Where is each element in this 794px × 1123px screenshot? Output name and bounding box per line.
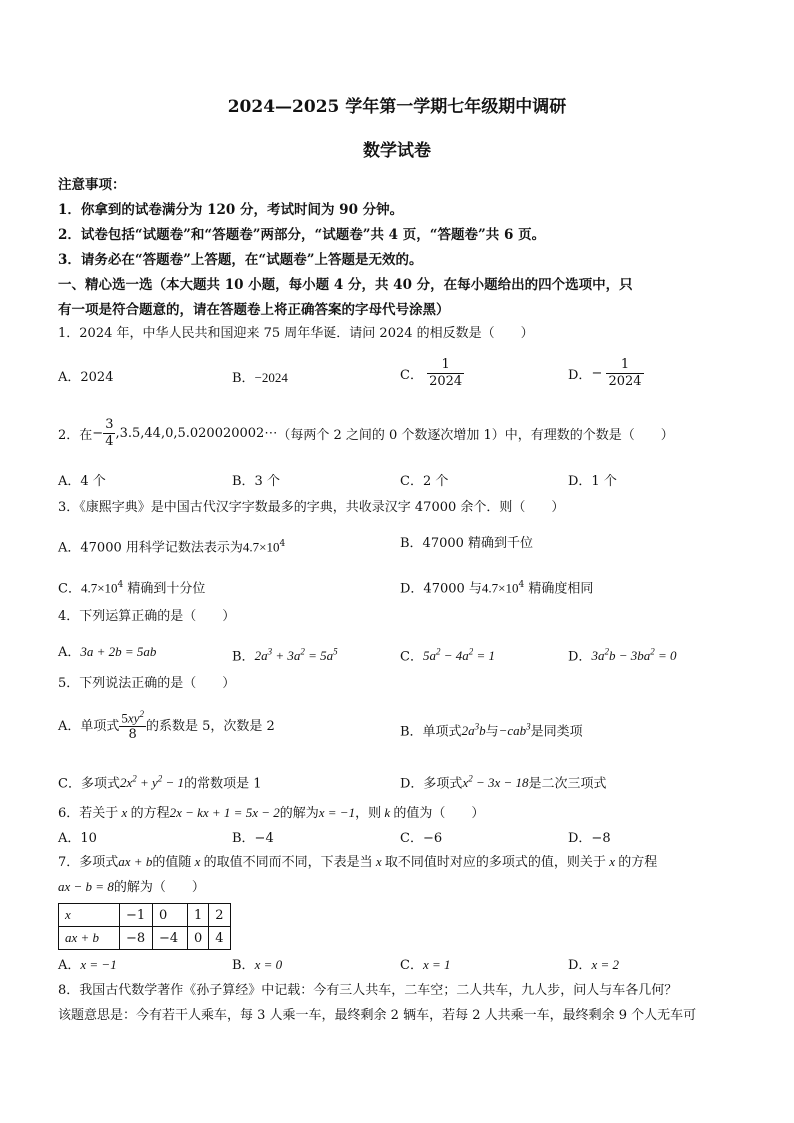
question-stem: 5．下列说法正确的是（ ）	[58, 676, 236, 691]
question-stem: 7．多项式ax + b的值随 x 的取值不同而不同，下表是当 x 取不同值时对应的多项式的值，则关于 x 的方程	[58, 854, 658, 870]
option-b: B．47000 精确到千位	[400, 536, 534, 551]
option-a: A．3a + 2b = 5ab	[58, 644, 157, 660]
option-a: A．10	[58, 831, 97, 846]
option-c: C．x = 1	[400, 957, 451, 973]
question-stem: 8．我国古代数学著作《孙子算经》中记载：今有三人共车，二车空；二人共车，九人步，问人与车各几何？	[58, 983, 678, 998]
value-table	[58, 903, 231, 950]
question-stem: 4．下列运算正确的是（ ）	[58, 609, 236, 624]
option-c: C． $\frac{1}{2024}$	[400, 357, 463, 389]
option-c: C．$4.7\times 10^4$ 精确到十分位	[58, 580, 206, 597]
option-b: B．x = 0	[232, 957, 283, 973]
option-d: D．x = 2	[568, 957, 619, 973]
option-a: A．单项式 $\frac{5xy^2}{8}$ 的系数是 5，次数是 2	[58, 706, 275, 743]
option-a: A．4 个	[58, 474, 106, 489]
section-heading: 一、精心选一选（本大题共 10 小题，每小题 4 分，共 40 分，在每小题给出的四个选项中，只	[58, 277, 633, 293]
option-d: D．− $\frac{1}{2024}$	[568, 357, 642, 389]
question-stem: 2．在− $\frac{3}{4}$ ,3.5,44,0,5.020020002⋯（每两个 2 之间的 0 个数逐次增加 1）中，有理数的个数是（ ）	[58, 417, 674, 449]
option-a: A．x = −1	[58, 957, 117, 973]
page-subtitle: 数学试卷	[363, 141, 431, 161]
option-b: B．−2024	[232, 370, 288, 386]
option-b: B．−4	[232, 831, 274, 846]
option-c: C．$5a^2 - 4a^2 = 1$	[400, 647, 496, 665]
question-stem-cont: 该题意思是：今有若干人乘车，每 3 人乘一车，最终剩余 2 辆车，若每 2 人共乘一车，最终剩余 9 个人无车可	[58, 1008, 697, 1023]
notice-heading: 注意事项：	[58, 177, 126, 193]
option-a: A．2024	[58, 370, 114, 385]
fraction: $\frac{1}{2024}$	[608, 357, 642, 389]
section-heading: 有一项是符合题意的，请在答题卷上将正确答案的字母代号涂黑）	[58, 302, 450, 318]
question-stem: 1．2024 年，中华人民共和国迎来 75 周年华诞．请问 2024 的相反数是（ ）	[58, 326, 534, 341]
option-b: B．单项式$2a^3b$与−cab$^3$是同类项	[400, 722, 583, 740]
option-a: A．47000 用科学记数法表示为$4.7\times 10^4$	[58, 539, 286, 556]
table-row: ax + b −8 −4 0 4	[59, 927, 231, 950]
option-c: C．−6	[400, 831, 443, 846]
notice-item: 1．你拿到的试卷满分为 120 分，考试时间为 90 分钟。	[58, 202, 404, 218]
notice-item: 2．试卷包括“试题卷”和“答题卷”两部分，“试题卷”共 4 页，“答题卷”共 6 页。	[58, 227, 546, 243]
option-d: D．1 个	[568, 474, 617, 489]
fraction: $\frac{5xy^2}{8}$	[119, 706, 146, 743]
option-c: C．2 个	[400, 474, 449, 489]
notice-item: 3．请务必在“答题卷”上答题，在“试题卷”上答题是无效的。	[58, 252, 423, 268]
option-d: D．多项式$x^2 - 3x - 18$是二次三项式	[400, 774, 607, 792]
option-d: D．−8	[568, 831, 611, 846]
option-b: B．$2a^3 + 3a^2 = 5a^5$	[232, 647, 338, 665]
fraction: $\frac{1}{2024}$	[429, 357, 463, 389]
question-stem: 6．若关于 x 的方程2x − kx + 1 = 5x − 2的解为x = −1，则 k 的值为（ ）	[58, 805, 485, 821]
question-stem: 3．《康熙字典》是中国古代汉字字数最多的字典，共收录汉字 47000 余个．则（ ）	[58, 500, 565, 515]
option-c: C．多项式$2x^2 + y^2 - 1$的常数项是 1	[58, 774, 262, 792]
option-b: B．3 个	[232, 474, 280, 489]
page-title: 2024—2025 学年第一学期七年级期中调研	[227, 97, 567, 117]
table-row: x −1 0 1 2	[59, 904, 231, 927]
option-d: D．47000 与$4.7\times 10^4$ 精确度相同	[400, 580, 594, 597]
question-stem-cont: ax − b = 8的解为（ ）	[58, 879, 205, 895]
option-d: D．$3a^2b - 3ba^2 = 0$	[568, 647, 677, 665]
fraction: $\frac{3}{4}$	[105, 417, 114, 449]
